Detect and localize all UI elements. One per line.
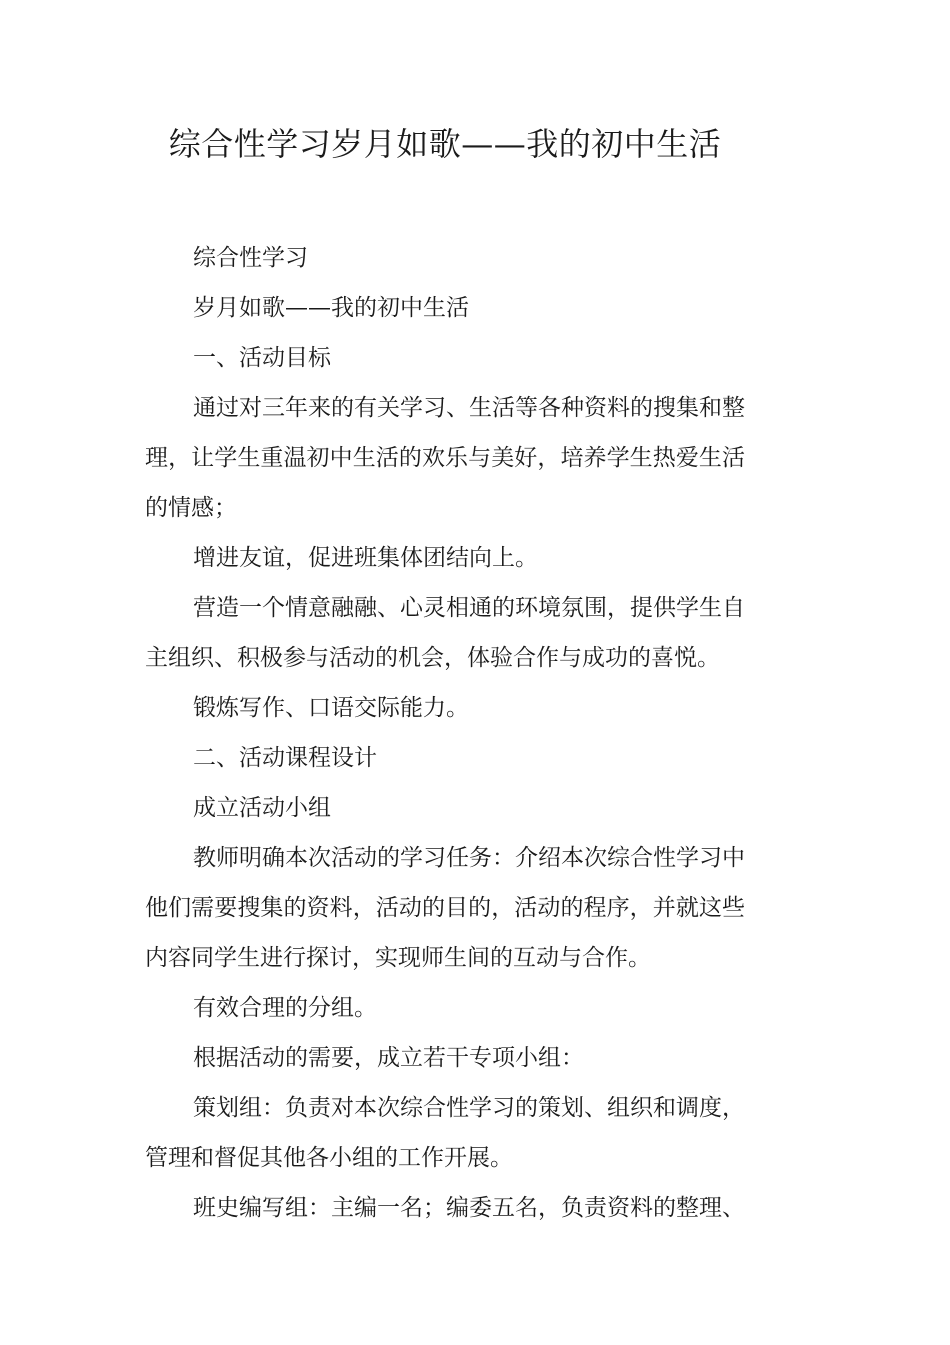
paragraph-teacher-task: 教师明确本次活动的学习任务：介绍本次综合性学习中他们需要搜集的资料，活动的目的，活动的程序，并就这些内容同学生进行探讨，实现师生间的互动与合作。 [145,845,745,971]
paragraph-special-groups: 根据活动的需要，成立若干专项小组： [193,1045,584,1071]
paragraph-goal-2: 增进友谊，促进班集体团结向上。 [193,545,538,571]
paragraph-goal-3: 营造一个情意融融、心灵相通的环境氛围，提供学生自主组织、积极参与活动的机会，体验合作与成功的喜悦。 [145,595,745,671]
paragraph-goal-1: 通过对三年来的有关学习、生活等各种资料的搜集和整理，让学生重温初中生活的欢乐与美好，培养学生热爱生活的情感； [145,395,745,521]
paragraph-heading-theme: 岁月如歌——我的初中生活 [193,295,469,321]
paragraph-form-groups: 成立活动小组 [193,795,331,821]
paragraph-goal-4: 锻炼写作、口语交际能力。 [193,695,469,721]
paragraph-grouping: 有效合理的分组。 [193,995,377,1021]
section-heading-design: 二、活动课程设计 [193,745,377,771]
paragraph-history-group: 班史编写组：主编一名；编委五名，负责资料的整理、 [193,1195,745,1221]
document-body [145,233,745,1233]
paragraph-planning-group: 策划组：负责对本次综合性学习的策划、组织和调度，管理和督促其他各小组的工作开展。 [145,1095,745,1171]
document-title: 综合性学习岁月如歌——我的初中生活 [168,125,722,163]
section-heading-goals: 一、活动目标 [193,345,331,371]
paragraph-heading-subject: 综合性学习 [193,245,308,271]
